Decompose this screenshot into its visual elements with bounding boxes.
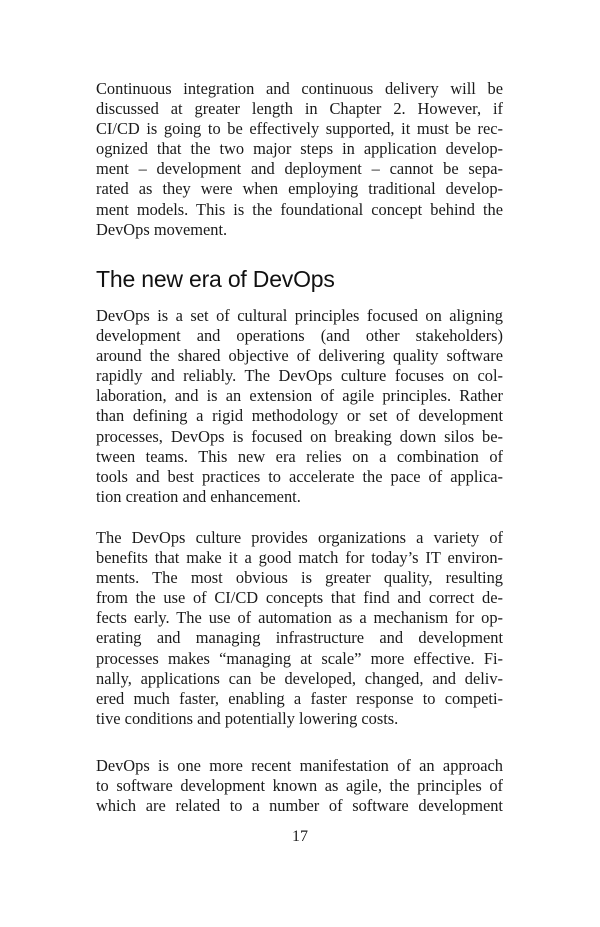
- text-line: development and operations (and other stakeholders): [96, 326, 503, 346]
- text-line: ment – development and deployment – cannot be sepa-: [96, 159, 503, 179]
- text-line: erating and managing infrastructure and development: [96, 628, 503, 648]
- text-line: tween teams. This new era relies on a combination of: [96, 446, 503, 466]
- text-line: Continuous integration and continuous delivery will be: [96, 79, 503, 98]
- text-line: DevOps is one more recent manifestation of an approach: [96, 756, 503, 775]
- text-line: rapidly and reliably. The DevOps culture focuses on col-: [96, 366, 503, 386]
- text-line: ered much faster, enabling a faster response to competi-: [96, 688, 503, 708]
- section-heading: The new era of DevOps: [96, 266, 335, 292]
- text-line: processes, DevOps is focused on breaking down silos be-: [96, 426, 503, 446]
- text-line: tion creation and enhancement.: [96, 486, 301, 506]
- text-line: rated as they were when employing traditional develop-: [96, 179, 503, 199]
- page-number: 17: [292, 828, 308, 845]
- text-line: ment models. This is the foundational concept behind the: [96, 199, 503, 219]
- text-line: processes makes “managing at scale” more effective. Fi-: [96, 648, 503, 668]
- text-line: ognized that the two major steps in application develop-: [96, 139, 503, 159]
- text-line: to software development known as agile, the principles of: [96, 776, 503, 796]
- text-line: than defining a rigid methodology or set of development: [96, 406, 503, 426]
- paragraph-devops-benefits: [96, 528, 503, 729]
- text-line: DevOps is a set of cultural principles focused on aligning: [96, 306, 503, 325]
- text-line: ments. The most obvious is greater quality, resulting: [96, 568, 503, 588]
- paragraph-agile-manifestation: [96, 756, 503, 816]
- paragraph-ci-cd-intro: [96, 79, 503, 240]
- text-line: which are related to a number of software development: [96, 796, 503, 816]
- text-line: tools and best practices to accelerate the pace of applica-: [96, 466, 503, 486]
- text-line: laboration, and is an extension of agile principles. Rather: [96, 386, 503, 406]
- text-line: benefits that make it a good match for today’s IT environ-: [96, 548, 503, 568]
- text-line: nally, applications can be developed, changed, and deliv-: [96, 668, 503, 688]
- text-line: DevOps movement.: [96, 219, 228, 239]
- text-line: CI/CD is going to be effectively supported, it must be rec-: [96, 119, 503, 139]
- text-line: discussed at greater length in Chapter 2. However, if: [96, 99, 503, 119]
- text-line: The DevOps culture provides organizations a variety of: [96, 528, 503, 547]
- paragraph-devops-definition: [96, 306, 503, 507]
- text-line: around the shared objective of delivering quality software: [96, 346, 503, 366]
- text-line: tive conditions and potentially lowering costs.: [96, 708, 399, 728]
- text-line: from the use of CI/CD concepts that find and correct de-: [96, 588, 503, 608]
- text-line: fects early. The use of automation as a mechanism for op-: [96, 608, 503, 628]
